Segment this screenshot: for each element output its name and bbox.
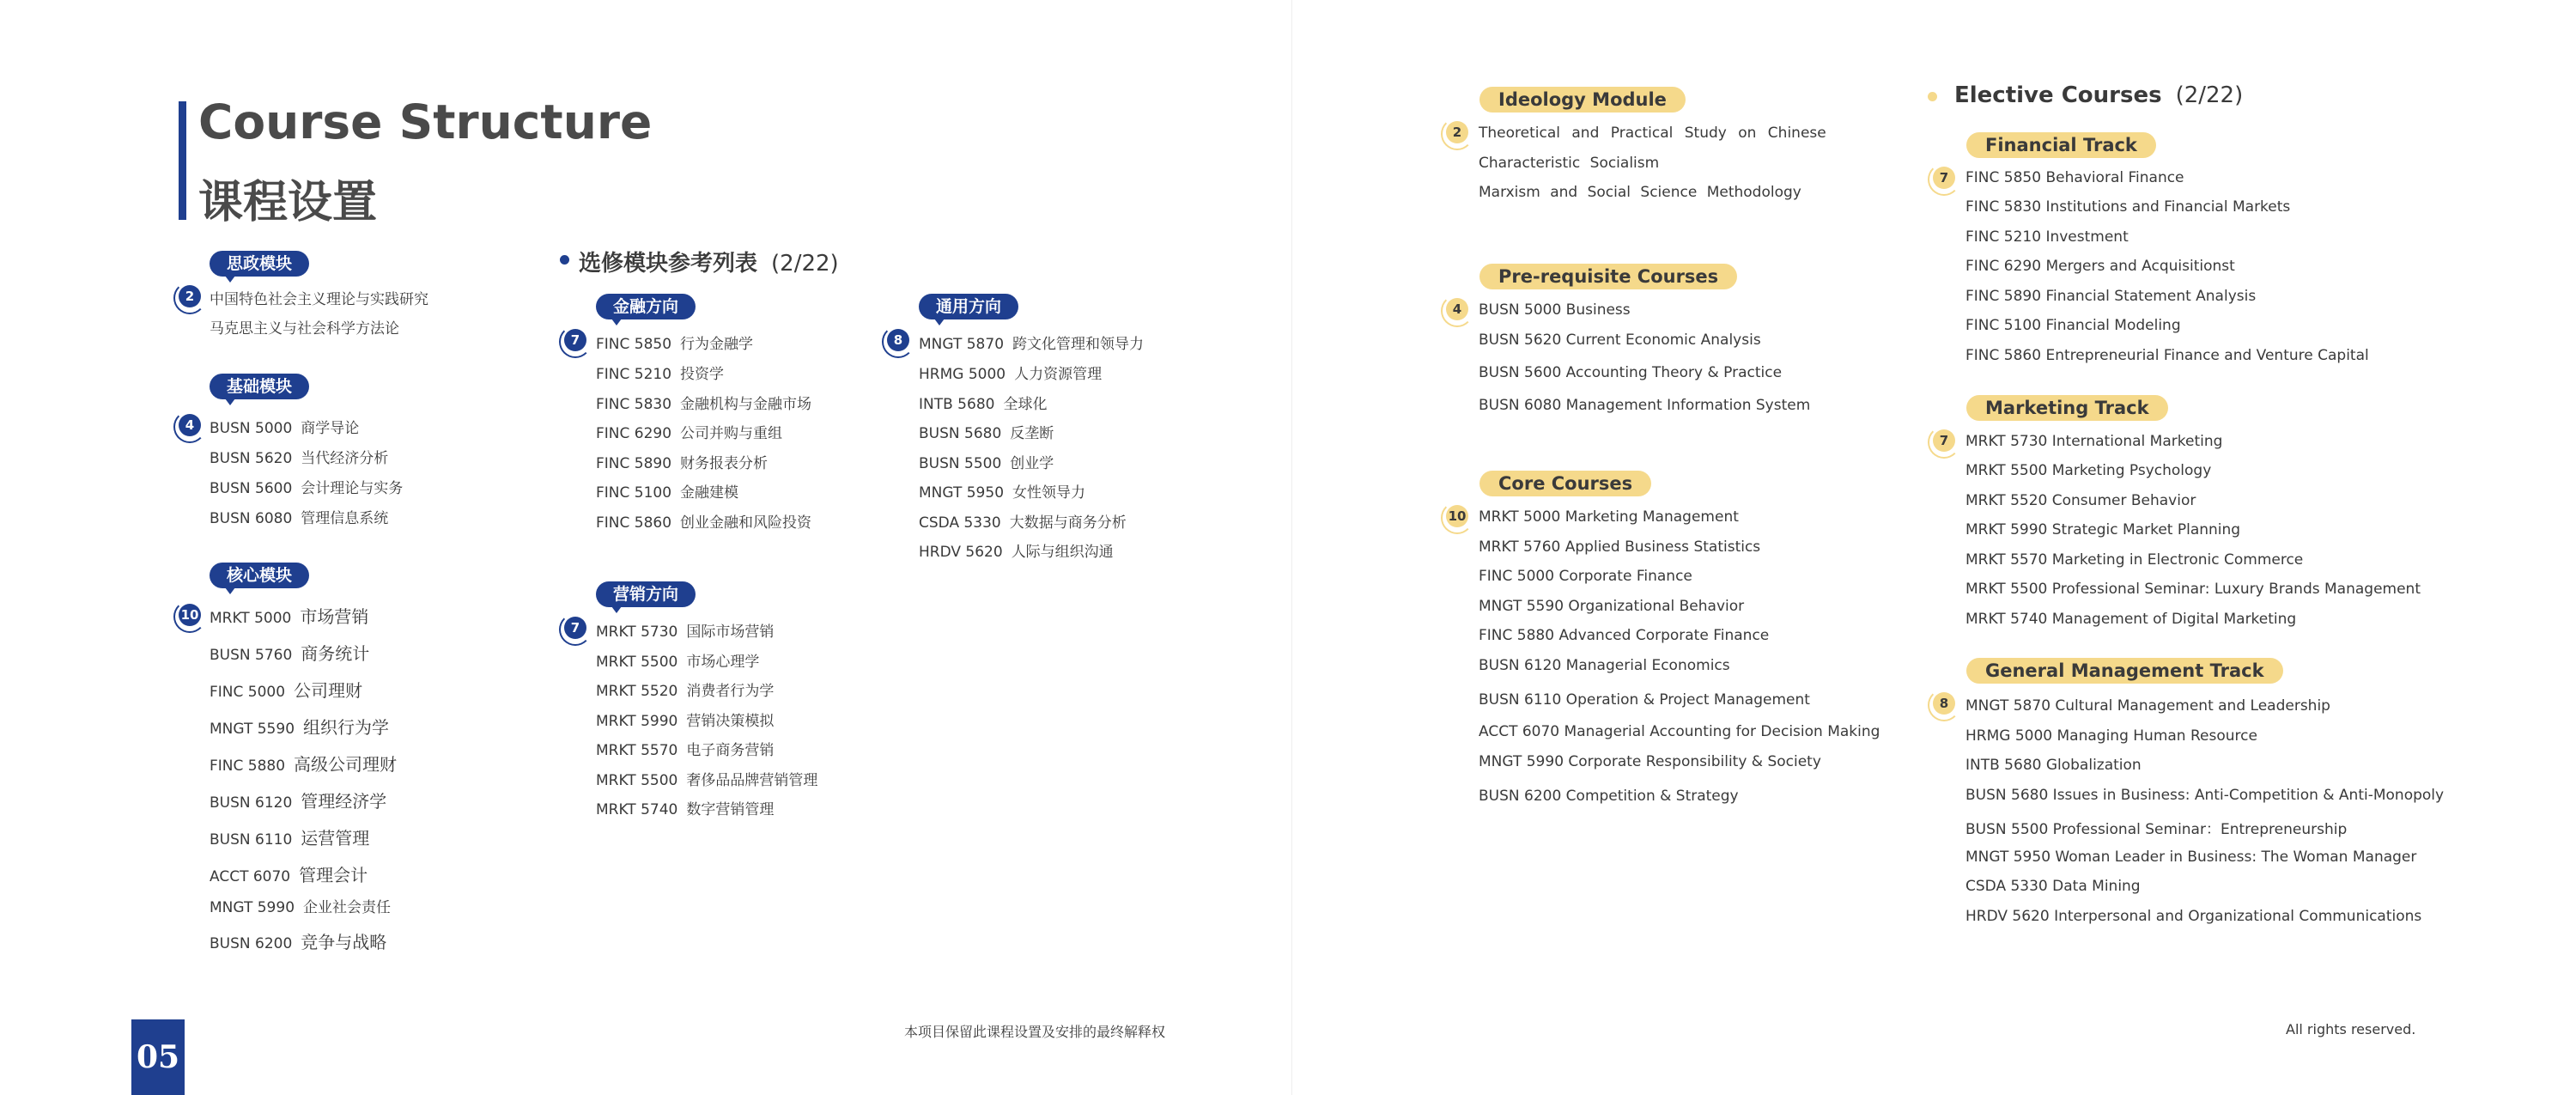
elective-heading-zh: 选修模块参考列表 (2/22) bbox=[579, 251, 839, 277]
module-count-badge: 10 bbox=[1446, 505, 1468, 527]
course-line: BUSN 6200 Competition & Strategy bbox=[1479, 788, 1739, 805]
course-line: BUSN 5600 会计理论与实务 bbox=[210, 480, 404, 497]
module-count-badge: 2 bbox=[179, 285, 201, 307]
module-count-badge: 4 bbox=[1446, 298, 1468, 320]
track-count-badge: 8 bbox=[1933, 692, 1955, 715]
module-label-prerequisite: Pre-requisite Courses bbox=[1479, 264, 1737, 289]
course-line: Characteristic Socialism bbox=[1479, 155, 1660, 172]
course-line: FINC 5210 Investment bbox=[1965, 228, 2129, 246]
course-line: ACCT 6070 Managerial Accounting for Decision Making bbox=[1479, 723, 1880, 740]
course-line: FINC 5880 高级公司理财 bbox=[210, 754, 398, 775]
module-label-foundation-zh: 基础模块 bbox=[210, 374, 309, 399]
course-line: BUSN 6080 Management Information System bbox=[1479, 397, 1811, 414]
module-label-ideology: Ideology Module bbox=[1479, 87, 1686, 113]
track-label-general-management: General Management Track bbox=[1966, 658, 2283, 684]
course-line: BUSN 6080 管理信息系统 bbox=[210, 510, 389, 527]
course-line: BUSN 5500 创业学 bbox=[919, 455, 1054, 472]
module-count-badge: 4 bbox=[179, 414, 201, 436]
course-line: BUSN 5000 Business bbox=[1479, 301, 1631, 319]
course-line: FINC 5100 金融建模 bbox=[596, 484, 739, 502]
course-line: HRDV 5620 人际与组织沟通 bbox=[919, 544, 1114, 561]
page-number: 05 bbox=[131, 1019, 185, 1095]
course-line: BUSN 5620 当代经济分析 bbox=[210, 450, 389, 467]
course-line: BUSN 6120 管理经济学 bbox=[210, 791, 387, 812]
course-line: MNGT 5950 Woman Leader in Business: The Woman Manager bbox=[1965, 849, 2417, 866]
course-line: FINC 5860 创业金融和风险投资 bbox=[596, 514, 812, 532]
course-line: MRKT 5730 International Marketing bbox=[1965, 433, 2223, 450]
course-line: BUSN 6110 运营管理 bbox=[210, 828, 370, 849]
course-line: BUSN 5680 Issues in Business: Anti-Competition & Anti-Monopoly bbox=[1965, 787, 2445, 804]
course-line: FINC 5850 Behavioral Finance bbox=[1965, 169, 2184, 186]
course-line: HRDV 5620 Interpersonal and Organizational Communications bbox=[1965, 908, 2422, 925]
course-line: FINC 6290 公司并购与重组 bbox=[596, 425, 783, 442]
elective-heading: Elective Courses (2/22) bbox=[1954, 82, 2244, 108]
course-line: MNGT 5950 女性领导力 bbox=[919, 484, 1086, 502]
title-accent-bar bbox=[179, 101, 186, 220]
course-line: MRKT 5500 Professional Seminar: Luxury Brands Management bbox=[1965, 581, 2421, 598]
course-line: HRMG 5000 Managing Human Resource bbox=[1965, 727, 2257, 745]
course-line: BUSN 5500 Professional Seminar：Entrepreneurship bbox=[1965, 821, 2348, 838]
course-line: MRKT 5500 奢侈品品牌营销管理 bbox=[596, 772, 818, 789]
course-line: INTB 5680 全球化 bbox=[919, 396, 1048, 413]
course-line: BUSN 6120 Managerial Economics bbox=[1479, 657, 1730, 674]
module-label-core: Core Courses bbox=[1479, 471, 1651, 496]
course-line: FINC 5850 行为金融学 bbox=[596, 336, 754, 353]
course-line: 马克思主义与社会科学方法论 bbox=[210, 320, 399, 338]
course-line: MRKT 5570 Marketing in Electronic Commerce bbox=[1965, 551, 2304, 569]
course-line: MRKT 5520 消费者行为学 bbox=[596, 683, 775, 700]
course-line: MRKT 5740 Management of Digital Marketing bbox=[1965, 611, 2297, 628]
module-label-ideology-zh: 思政模块 bbox=[210, 251, 309, 277]
course-line: FINC 6290 Mergers and Acquisitionst bbox=[1965, 258, 2235, 275]
course-line: MNGT 5870 Cultural Management and Leadership bbox=[1965, 697, 2330, 715]
track-count-badge: 7 bbox=[1933, 167, 1955, 189]
course-line: MRKT 5730 国际市场营销 bbox=[596, 624, 775, 641]
course-line: FINC 5830 Institutions and Financial Markets bbox=[1965, 198, 2291, 216]
course-line: MRKT 5740 数字营销管理 bbox=[596, 801, 775, 818]
course-line: BUSN 6110 Operation & Project Management bbox=[1479, 691, 1810, 709]
track-count-badge: 7 bbox=[564, 617, 586, 639]
course-line: Marxism and Social Science Methodology bbox=[1479, 184, 1801, 201]
course-line: BUSN 5760 商务统计 bbox=[210, 643, 370, 664]
course-line: MNGT 5990 企业社会责任 bbox=[210, 899, 392, 916]
course-line: MRKT 5000 Marketing Management bbox=[1479, 508, 1739, 526]
course-line: FINC 5890 财务报表分析 bbox=[596, 455, 769, 472]
course-line: CSDA 5330 大数据与商务分析 bbox=[919, 514, 1127, 532]
page-title-zh: 课程设置 bbox=[198, 177, 378, 228]
course-line: FINC 5880 Advanced Corporate Finance bbox=[1479, 627, 1770, 644]
course-line: Theoretical and Practical Study on Chinese bbox=[1479, 125, 1826, 142]
course-line: FINC 5830 金融机构与金融市场 bbox=[596, 396, 812, 413]
course-line: FINC 5100 Financial Modeling bbox=[1965, 317, 2181, 334]
module-count-badge: 2 bbox=[1446, 121, 1468, 143]
course-line: MRKT 5990 营销决策模拟 bbox=[596, 713, 775, 730]
track-label-marketing-zh: 营销方向 bbox=[596, 581, 696, 607]
course-line: MNGT 5590 Organizational Behavior bbox=[1479, 598, 1745, 615]
module-label-core-zh: 核心模块 bbox=[210, 563, 309, 588]
page-divider bbox=[1291, 0, 1292, 1095]
course-line: MRKT 5570 电子商务营销 bbox=[596, 742, 775, 759]
course-line: BUSN 5680 反垄断 bbox=[919, 425, 1054, 442]
track-label-finance-zh: 金融方向 bbox=[596, 294, 696, 319]
course-line: MNGT 5870 跨文化管理和领导力 bbox=[919, 336, 1145, 353]
track-count-badge: 7 bbox=[564, 329, 586, 351]
course-line: BUSN 5620 Current Economic Analysis bbox=[1479, 332, 1761, 349]
course-line: FINC 5000 公司理财 bbox=[210, 680, 363, 701]
track-label-financial: Financial Track bbox=[1966, 132, 2156, 158]
course-line: FINC 5000 Corporate Finance bbox=[1479, 568, 1692, 585]
course-line: BUSN 5600 Accounting Theory & Practice bbox=[1479, 364, 1783, 381]
course-line: MNGT 5590 组织行为学 bbox=[210, 717, 390, 738]
bullet-dot bbox=[560, 255, 569, 265]
course-line: CSDA 5330 Data Mining bbox=[1965, 878, 2141, 895]
bullet-dot bbox=[1928, 92, 1937, 101]
module-count-badge: 10 bbox=[179, 604, 201, 626]
course-line: BUSN 5000 商学导论 bbox=[210, 420, 360, 437]
track-label-marketing: Marketing Track bbox=[1966, 395, 2168, 421]
course-line: MNGT 5990 Corporate Responsibility & Society bbox=[1479, 753, 1821, 770]
course-line: MRKT 5990 Strategic Market Planning bbox=[1965, 521, 2241, 538]
course-line: FINC 5210 投资学 bbox=[596, 366, 725, 383]
course-line: INTB 5680 Globalization bbox=[1965, 757, 2142, 774]
track-count-badge: 7 bbox=[1933, 429, 1955, 452]
course-line: MRKT 5500 Marketing Psychology bbox=[1965, 462, 2212, 479]
course-line: MRKT 5760 Applied Business Statistics bbox=[1479, 538, 1761, 556]
course-line: MRKT 5520 Consumer Behavior bbox=[1965, 492, 2196, 509]
track-label-general-zh: 通用方向 bbox=[919, 294, 1018, 319]
course-line: MRKT 5000 市场营销 bbox=[210, 606, 369, 627]
track-count-badge: 8 bbox=[887, 329, 909, 351]
course-line: FINC 5860 Entrepreneurial Finance and Venture Capital bbox=[1965, 347, 2369, 364]
course-line: HRMG 5000 人力资源管理 bbox=[919, 366, 1103, 383]
course-line: MRKT 5500 市场心理学 bbox=[596, 654, 760, 671]
course-line: 中国特色社会主义理论与实践研究 bbox=[210, 291, 428, 308]
page-title-en: Course Structure bbox=[198, 94, 653, 149]
course-line: ACCT 6070 管理会计 bbox=[210, 865, 368, 885]
course-line: BUSN 6200 竞争与战略 bbox=[210, 932, 387, 952]
course-line: FINC 5890 Financial Statement Analysis bbox=[1965, 288, 2257, 305]
footer-note-zh: 本项目保留此课程设置及安排的最终解释权 bbox=[904, 1024, 1166, 1040]
footer-rights: All rights reserved. bbox=[2286, 1021, 2416, 1037]
